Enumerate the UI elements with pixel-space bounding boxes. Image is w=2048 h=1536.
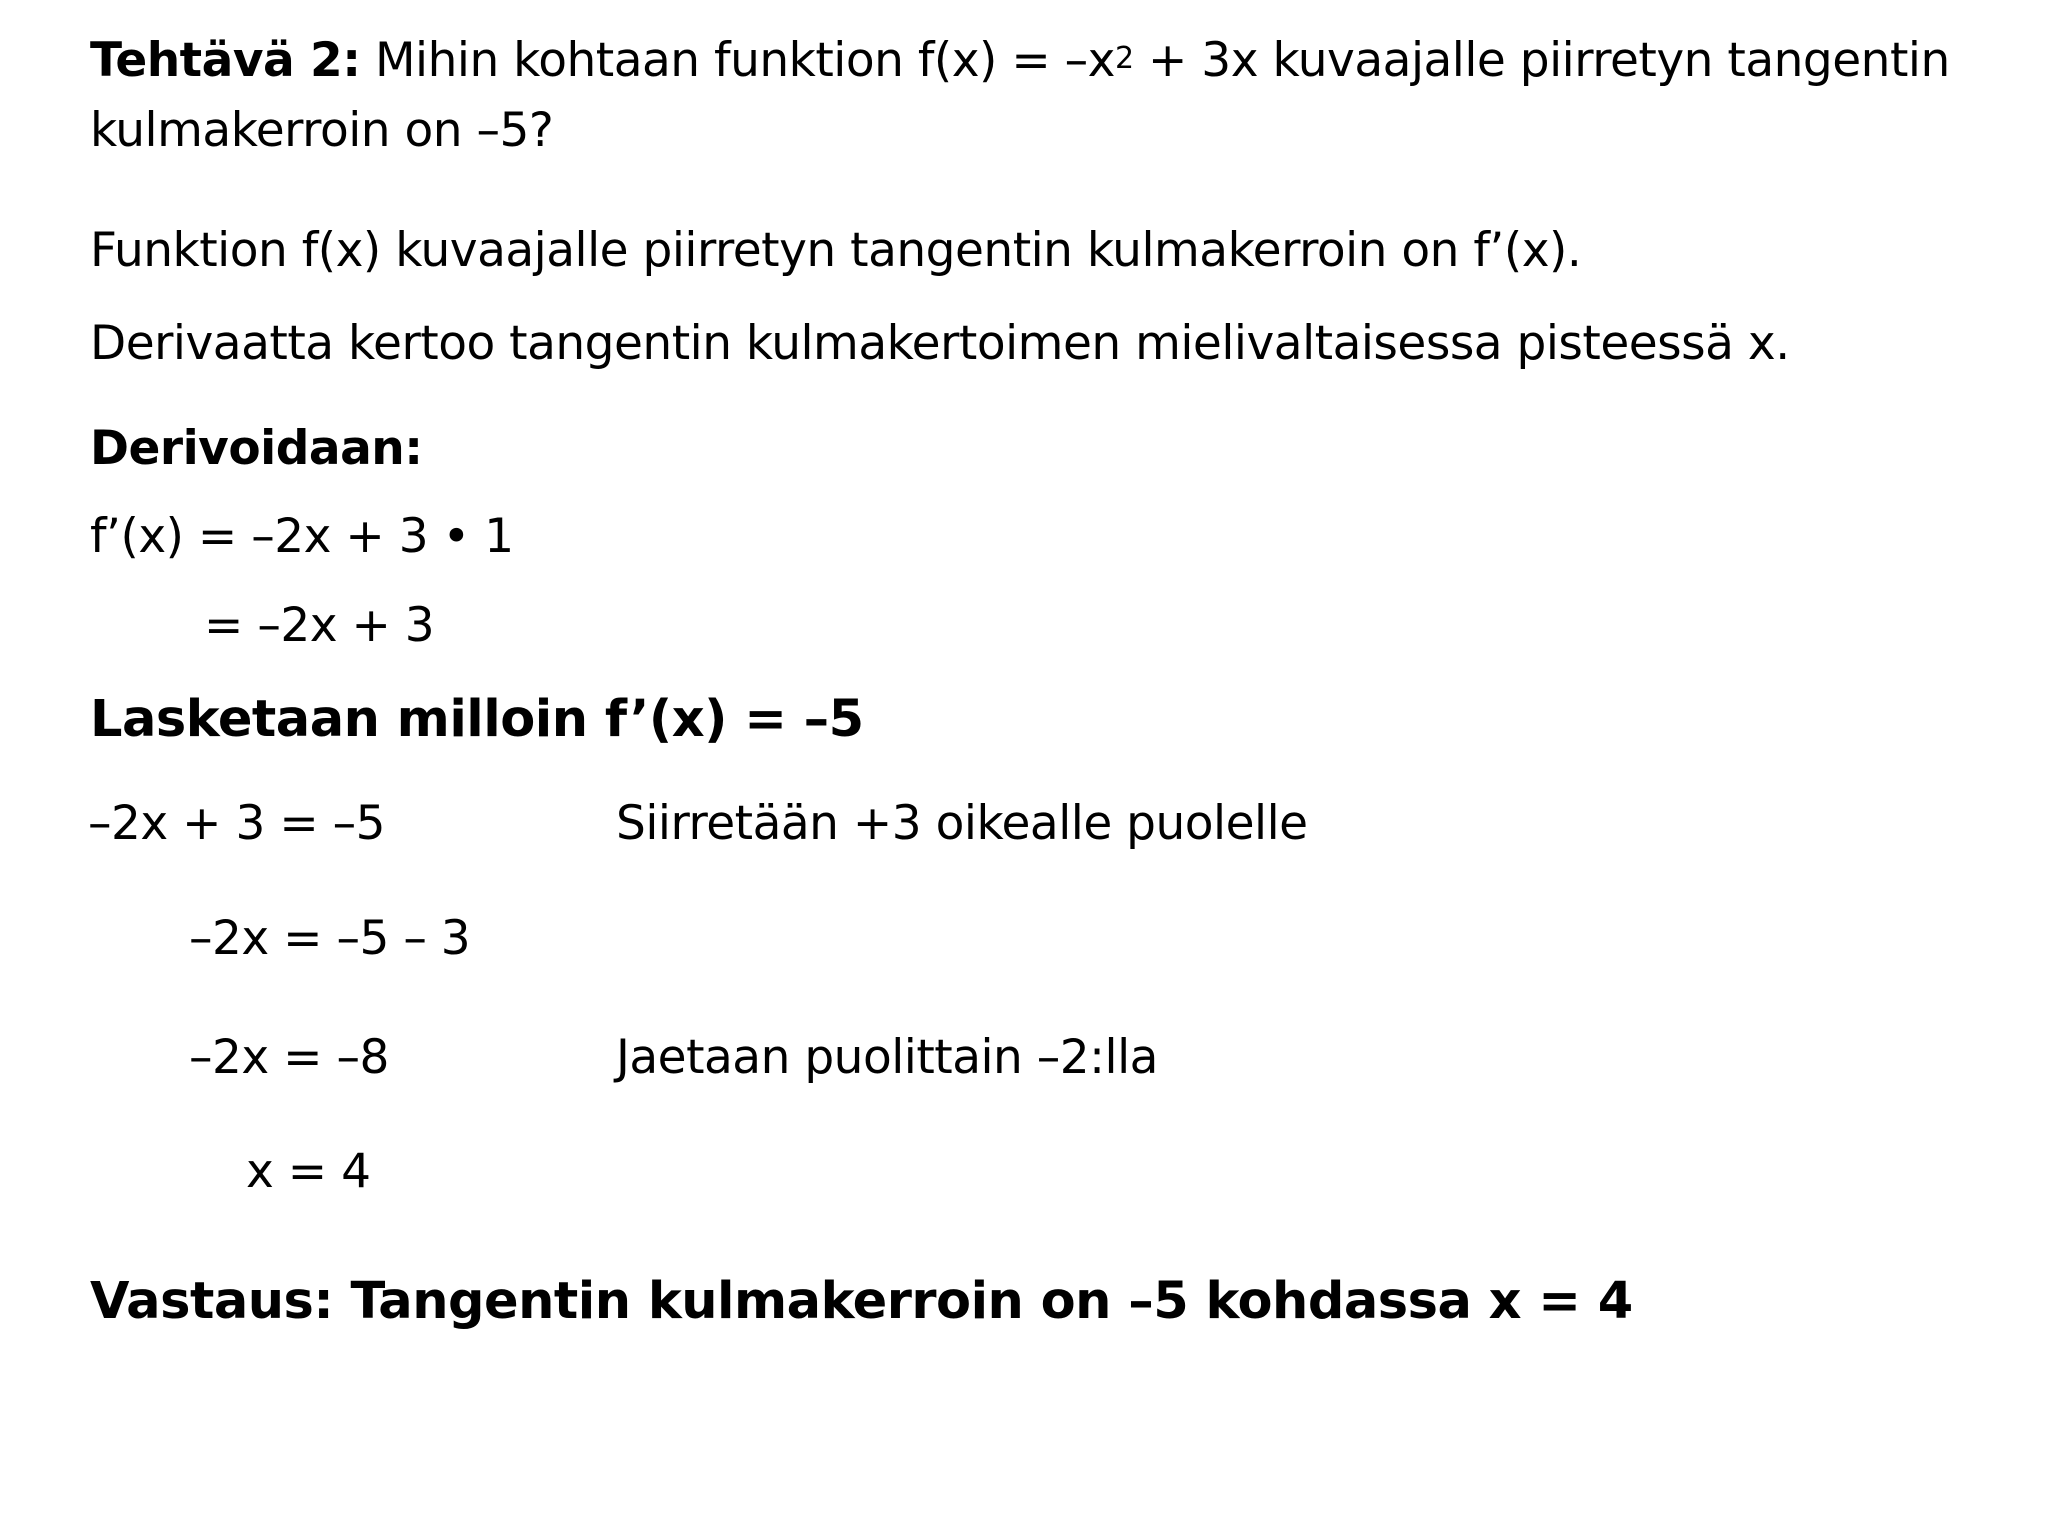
equation-step-4: x = 4 [246, 1144, 371, 1199]
derivation-step-2: = –2x + 3 [204, 598, 435, 653]
task-question-part-1: Mihin kohtaan funktion f(x) = –x [360, 33, 1115, 88]
task-question-part-2: + 3x kuvaajalle piirretyn tangentin [1133, 33, 1950, 88]
equation-note-1: Siirretään +3 oikealle puolelle [616, 796, 1308, 851]
equation-step-1: –2x + 3 = –5 [88, 796, 386, 851]
equation-note-3: Jaetaan puolittain –2:lla [616, 1030, 1158, 1085]
explanation-line-1: Funktion f(x) kuvaajalle piirretyn tangentin kulmakerroin on f’(x). [90, 223, 1582, 278]
task-exponent: 2 [1114, 41, 1134, 76]
explanation-line-2: Derivaatta kertoo tangentin kulmakertoimen mielivaltaisessa pisteessä x. [90, 316, 1790, 371]
derivation-step-1: f’(x) = –2x + 3 • 1 [90, 509, 514, 564]
task-question-line-2: kulmakerroin on –5? [90, 103, 554, 158]
task-label: Tehtävä 2: [90, 33, 361, 88]
derivation-heading: Derivoidaan: [90, 421, 423, 476]
answer-line: Vastaus: Tangentin kulmakerroin on –5 kohdassa x = 4 [90, 1272, 1633, 1331]
equation-step-3: –2x = –8 [189, 1030, 389, 1085]
equation-step-2: –2x = –5 – 3 [189, 911, 471, 966]
solve-heading: Lasketaan milloin f’(x) = –5 [90, 690, 864, 749]
task-question-line-1 [90, 33, 1950, 88]
